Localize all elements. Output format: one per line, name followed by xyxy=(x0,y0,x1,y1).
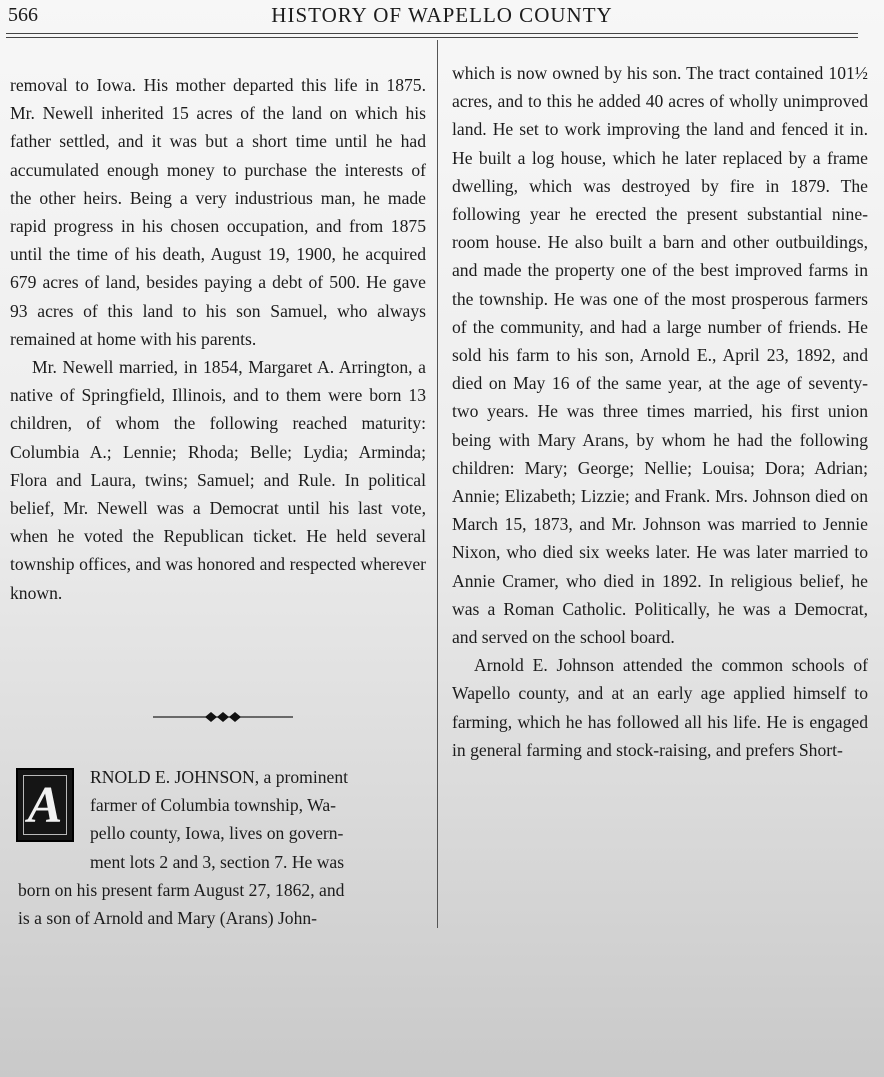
right-paragraph-1: which is now owned by his son. The tract contained 101½ acres, and to this he added 40 acres of wholly unimproved land. He set to work improving the land and fenced it in. He built a log house, which he later replaced by a frame dwelling, which was destroyed by fire in 1879. The following year he erected the present substantial nine-room house. He also built a barn and other outbuildings, and made the property one of the best improved farms in the township. He was one of the most prosperous farmers of the community, and had a large number of friends. He sold his farm to his son, Arnold E., April 23, 1892, and died on May 16 of the same year, at the age of seventy-two years. He was three times married, his first union being with Mary Arans, by whom he had the following children: Mary; George; Nellie; Louisa; Dora; Adrian; Annie; Elizabeth; Lizzie; and Frank. Mrs. Johnson died on March 15, 1873, and Mr. Johnson was married to Jennie Nixon, who died six weeks later. He was later married to Annie Cramer, who died in 1892. In religious belief, he was a Roman Catholic. Politically, he was a Democrat, and served on the school board. xyxy=(452,63,868,648)
bio-line-5: born on his present farm August 27, 1862, and xyxy=(18,879,345,900)
bio-line-4: ment lots 2 and 3, section 7. He was xyxy=(90,851,345,872)
running-head: HISTORY OF WAPELLO COUNTY xyxy=(271,3,613,27)
bio-line-6: is a son of Arnold and Mary (Arans) John- xyxy=(18,908,318,929)
bio-line-2: farmer of Columbia township, Wa- xyxy=(90,795,336,816)
drop-cap-letter: A xyxy=(27,777,63,834)
biography-intro xyxy=(18,763,434,932)
bio-line-1: RNOLD E. JOHNSON, a prominent xyxy=(90,767,349,787)
left-paragraph-2: Mr. Newell married, in 1854, Margaret A. Arrington, a native of Springfield, Illinois, and to them were born 13 children, of whom the following reached maturity: Columbia A.; Lennie; Rhoda; Belle; Lydia; Arminda; Flora and Laura, twins; Samuel; and Rule. In political belief, Mr. Newell was a Democrat until his last vote, when he voted the Republican ticket. He held several township offices, and was honored and respected wherever known. xyxy=(10,357,426,603)
header-rule-double xyxy=(6,37,858,38)
header-rule xyxy=(6,33,858,34)
page-number: 566 xyxy=(8,4,38,26)
bio-line-3: pello county, Iowa, lives on govern- xyxy=(90,823,344,844)
right-paragraph-2: Arnold E. Johnson attended the common schools of Wapello county, and at an early age applied himself to farming, which he has followed all his life. He is engaged in general farming and stock-raising, and prefers Short- xyxy=(452,655,868,760)
column-divider xyxy=(437,40,438,928)
left-column xyxy=(10,71,426,607)
right-column xyxy=(452,59,868,764)
section-ornament xyxy=(153,709,293,725)
left-paragraph-1: removal to Iowa. His mother departed this life in 1875. Mr. Newell inherited 15 acres of the land on which his father settled, and it was but a short time until he had accumulated enough money to purchase the interests of the other heirs. Being a very industrious man, he made rapid progress in his chosen occupation, and from 1875 until the time of his death, August 19, 1900, he acquired 679 acres of land, besides paying a debt of 500. He gave 93 acres of this land to his son Samuel, who always remained at home with his parents. xyxy=(10,75,426,349)
